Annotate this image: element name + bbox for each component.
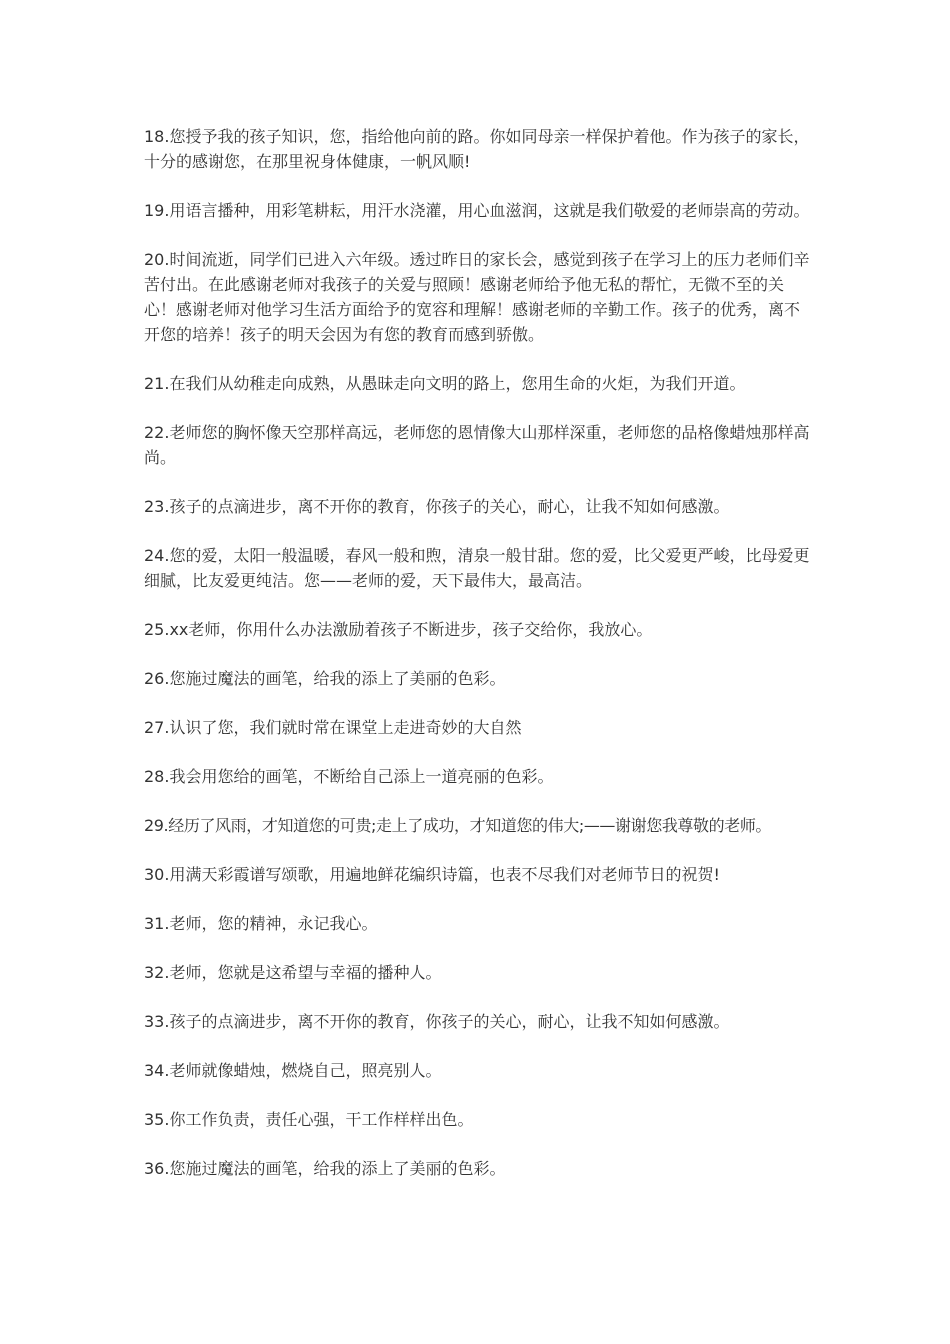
paragraph-21: 21.在我们从幼稚走向成熟，从愚昧走向文明的路上，您用生命的火炬，为我们开道。 <box>144 374 746 393</box>
paragraph-34: 34.老师就像蜡烛，燃烧自己，照亮别人。 <box>144 1061 442 1080</box>
paragraph-31: 31.老师，您的精神，永记我心。 <box>144 914 378 933</box>
paragraph-29: 29.经历了风雨，才知道您的可贵;走上了成功，才知道您的伟大;——谢谢您我尊敬的老师。 <box>144 816 772 835</box>
document-body <box>144 124 810 1205</box>
paragraph-25: 25.xx老师，你用什么办法激励着孩子不断进步，孩子交给你，我放心。 <box>144 620 653 639</box>
paragraph-24: 24.您的爱，太阳一般温暖，春风一般和煦，清泉一般甘甜。您的爱，比父爱更严峻，比母爱更细腻，比友爱更纯洁。您——老师的爱，天下最伟大，最高洁。 <box>144 546 810 590</box>
paragraph-35: 35.你工作负责，责任心强，干工作样样出色。 <box>144 1110 474 1129</box>
paragraph-20: 20.时间流逝，同学们已进入六年级。透过昨日的家长会，感觉到孩子在学习上的压力老师们辛苦付出。在此感谢老师对我孩子的关爱与照顾！感谢老师给予他无私的帮忙，无微不至的关心！感谢老师对他学习生活方面给予的宽容和理解！感谢老师的辛勤工作。孩子的优秀，离不开您的培养！孩子的明天会因为有您的教育而感到骄傲。 <box>144 250 810 344</box>
paragraph-19: 19.用语言播种，用彩笔耕耘，用汗水浇灌，用心血滋润，这就是我们敬爱的老师崇高的劳动。 <box>144 201 810 220</box>
paragraph-30: 30.用满天彩霞谱写颂歌，用遍地鲜花编织诗篇，也表不尽我们对老师节日的祝贺! <box>144 865 720 884</box>
paragraph-28: 28.我会用您给的画笔，不断给自己添上一道亮丽的色彩。 <box>144 767 554 786</box>
paragraph-26: 26.您施过魔法的画笔，给我的添上了美丽的色彩。 <box>144 669 506 688</box>
paragraph-22: 22.老师您的胸怀像天空那样高远，老师您的恩情像大山那样深重，老师您的品格像蜡烛那样高尚。 <box>144 423 810 467</box>
paragraph-33: 33.孩子的点滴进步，离不开你的教育，你孩子的关心，耐心，让我不知如何感激。 <box>144 1012 730 1031</box>
paragraph-32: 32.老师，您就是这希望与幸福的播种人。 <box>144 963 442 982</box>
paragraph-23: 23.孩子的点滴进步，离不开你的教育，你孩子的关心，耐心，让我不知如何感激。 <box>144 497 730 516</box>
paragraph-18: 18.您授予我的孩子知识，您，指给他向前的路。你如同母亲一样保护着他。作为孩子的家长，十分的感谢您，在那里祝身体健康，一帆风顺! <box>144 127 810 171</box>
paragraph-36: 36.您施过魔法的画笔，给我的添上了美丽的色彩。 <box>144 1159 506 1178</box>
paragraph-27: 27.认识了您，我们就时常在课堂上走进奇妙的大自然 <box>144 718 522 737</box>
